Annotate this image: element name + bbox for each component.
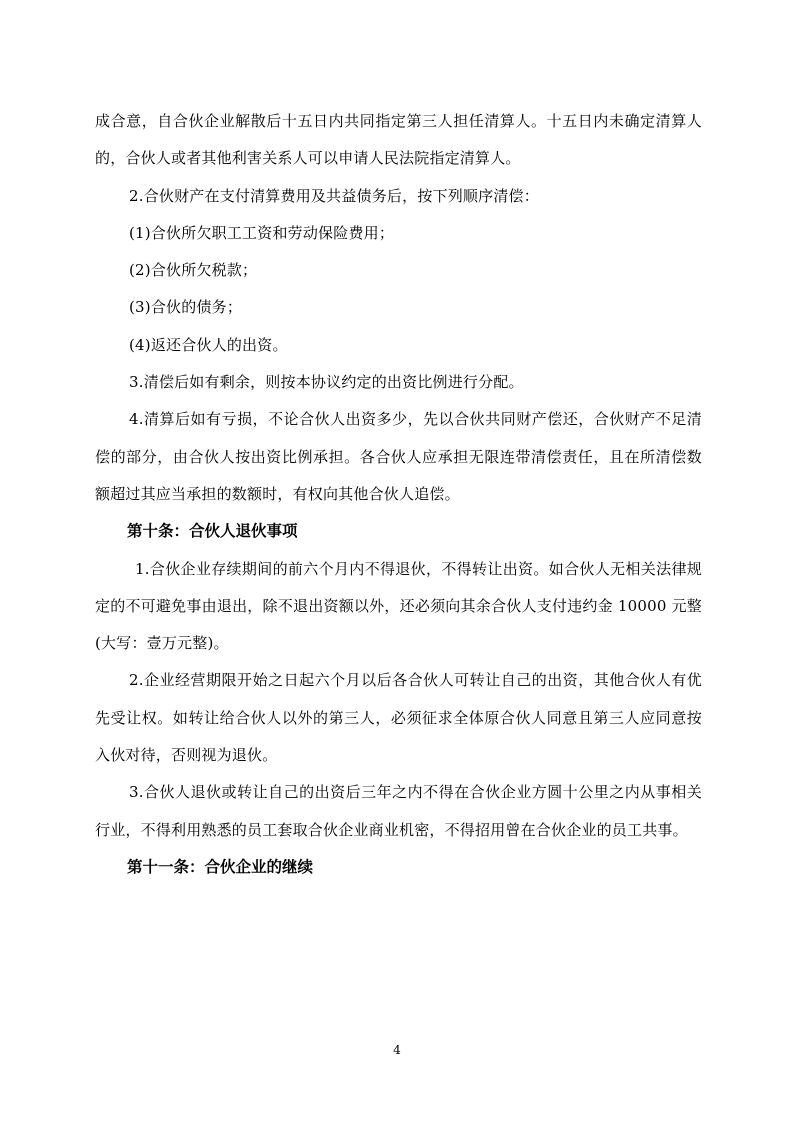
list-item-return-capital: (4)返还合伙人的出资。	[129, 335, 288, 354]
page-number: 4	[393, 1043, 401, 1057]
section-heading-continuation: 第十一条：合伙企业的继续	[127, 857, 314, 876]
paragraph-non-compete: 3.合伙人退伙或转让自己的出资后三年之内不得在合伙企业方圆十公里之内从事相关行业，不得利用熟悉的员工套取合伙企业商业机密，不得招用曾在合伙企业的员工共事。	[95, 783, 702, 839]
document-body	[95, 103, 702, 886]
paragraph-withdrawal-restriction: 1.合伙企业存续期间的前六个月内不得退伙，不得转让出资。如合伙人无相关法律规定的不可避免事由退出，除不退出资额以外，还必须向其余合伙人支付违约金 10000 元整(大写：壹万元整)。	[95, 559, 702, 653]
list-item-debts: (3)合伙的债务；	[129, 298, 243, 317]
paragraph-capital-transfer: 2.企业经营期限开始之日起六个月以后各合伙人可转让自己的出资，其他合伙人有优先受让权。如转让给合伙人以外的第三人，必须征求全体原合伙人同意且第三人应同意按入伙对待，否则视为退伙。	[95, 671, 702, 765]
paragraph-liquidator-appointment: 成合意，自合伙企业解散后十五日内共同指定第三人担任清算人。十五日内未确定清算人的，合伙人或者其他利害关系人可以申请人民法院指定清算人。	[95, 112, 702, 168]
list-item-taxes: (2)合伙所欠税款；	[129, 261, 258, 280]
paragraph-repayment-order: 2.合伙财产在支付清算费用及共益债务后，按下列顺序清偿：	[129, 186, 539, 205]
paragraph-surplus-distribution: 3.清偿后如有剩余，则按本协议约定的出资比例进行分配。	[129, 373, 524, 392]
list-item-wages: (1)合伙所欠职工工资和劳动保险费用；	[129, 223, 395, 242]
paragraph-loss-liability: 4.清算后如有亏损，不论合伙人出资多少，先以合伙共同财产偿还，合伙财产不足清偿的部分，由合伙人按出资比例承担。各合伙人应承担无限连带清偿责任，且在所清偿数额超过其应当承担的数额时，有权向其他合伙人追偿。	[95, 410, 702, 503]
section-heading-withdrawal: 第十条：合伙人退伙事项	[127, 522, 298, 541]
